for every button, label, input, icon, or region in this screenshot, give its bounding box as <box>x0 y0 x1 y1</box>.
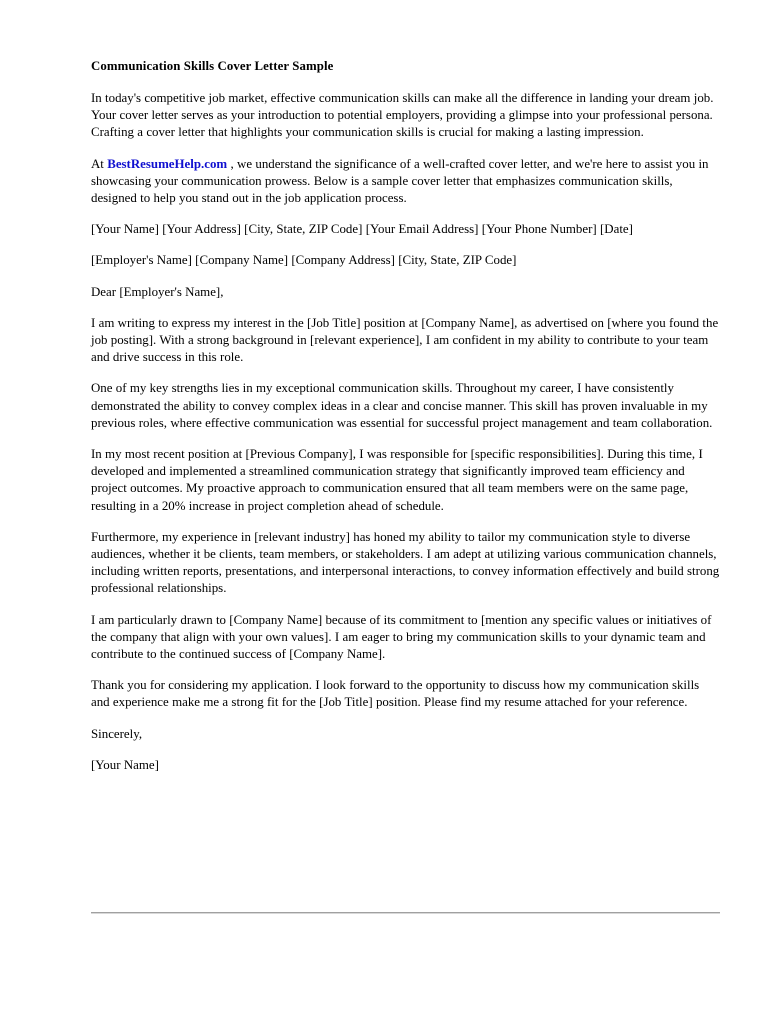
sender-address-block: [Your Name] [Your Address] [City, State, ZIP Code] [Your Email Address] [Your Phone Number] [Date] <box>91 222 633 237</box>
promo-suffix-text: , we understand the significance of a well-crafted cover letter, and we're here to assist you in showcasing your communication prowess. Below is a sample cover letter that emphasizes communication skills, designed to help you stand out in the job application process. <box>91 156 709 206</box>
body-paragraph-6: Thank you for considering my application. I look forward to the opportunity to discuss how my communication skills and experience make me a strong fit for the [Job Title] position. Please find my resume attached for your reference. <box>91 678 700 710</box>
promo-paragraph <box>91 156 720 208</box>
footer-divider <box>91 912 720 914</box>
promo-prefix-text: At <box>91 156 108 171</box>
bestresumehelp-link[interactable]: BestResumeHelp.com <box>107 156 228 171</box>
body-paragraph-5: I am particularly drawn to [Company Name] because of its commitment to [mention any specific values or initiatives of the company that align with your own values]. I am eager to bring my communication skills to your dynamic team and contribute to the continued success of [Company Name]. <box>91 612 712 662</box>
closing-salutation: Sincerely, <box>91 726 143 741</box>
body-paragraph-4: Furthermore, my experience in [relevant industry] has honed my ability to tailor my communication style to diverse audiences, whether it be clients, team members, or stakeholders. I am adept at utilizing various communication channels, including written reports, presentations, and interpersonal interactions, to convey information effectively and build strong professional relationships. <box>91 529 720 596</box>
document-content <box>91 58 720 774</box>
recipient-address-block: [Employer's Name] [Company Name] [Company Address] [City, State, ZIP Code] <box>91 253 517 268</box>
salutation: Dear [Employer's Name], <box>91 284 224 299</box>
body-paragraph-1: I am writing to express my interest in the [Job Title] position at [Company Name], as advertised on [where you found the job posting]. With a strong background in [relevant experience], I am confident in my ability to contribute to your team and drive success in this role. <box>91 315 719 365</box>
page-title: Communication Skills Cover Letter Sample <box>91 59 334 73</box>
body-paragraph-3: In my most recent position at [Previous Company], I was responsible for [specific responsibilities]. During this time, I developed and implemented a streamlined communication strategy that significantly improved team efficiency and project outcomes. My proactive approach to communication ensured that all team members were on the same page, resulting in a 20% increase in project completion ahead of schedule. <box>91 447 703 513</box>
body-paragraph-2: One of my key strengths lies in my exceptional communication skills. Throughout my career, I have consistently demonstrated the ability to convey complex ideas in a clear and concise manner. This skill has proven invaluable in my previous roles, where effective communication was essential for successful project management and team collaboration. <box>91 381 713 430</box>
intro-paragraph: In today's competitive job market, effective communication skills can make all the difference in landing your dream job. Your cover letter serves as your introduction to potential employers, providing a glimpse into your professional persona. Crafting a cover letter that highlights your communication skills is crucial for making a lasting impression. <box>91 91 714 140</box>
signature-line: [Your Name] <box>91 757 159 772</box>
